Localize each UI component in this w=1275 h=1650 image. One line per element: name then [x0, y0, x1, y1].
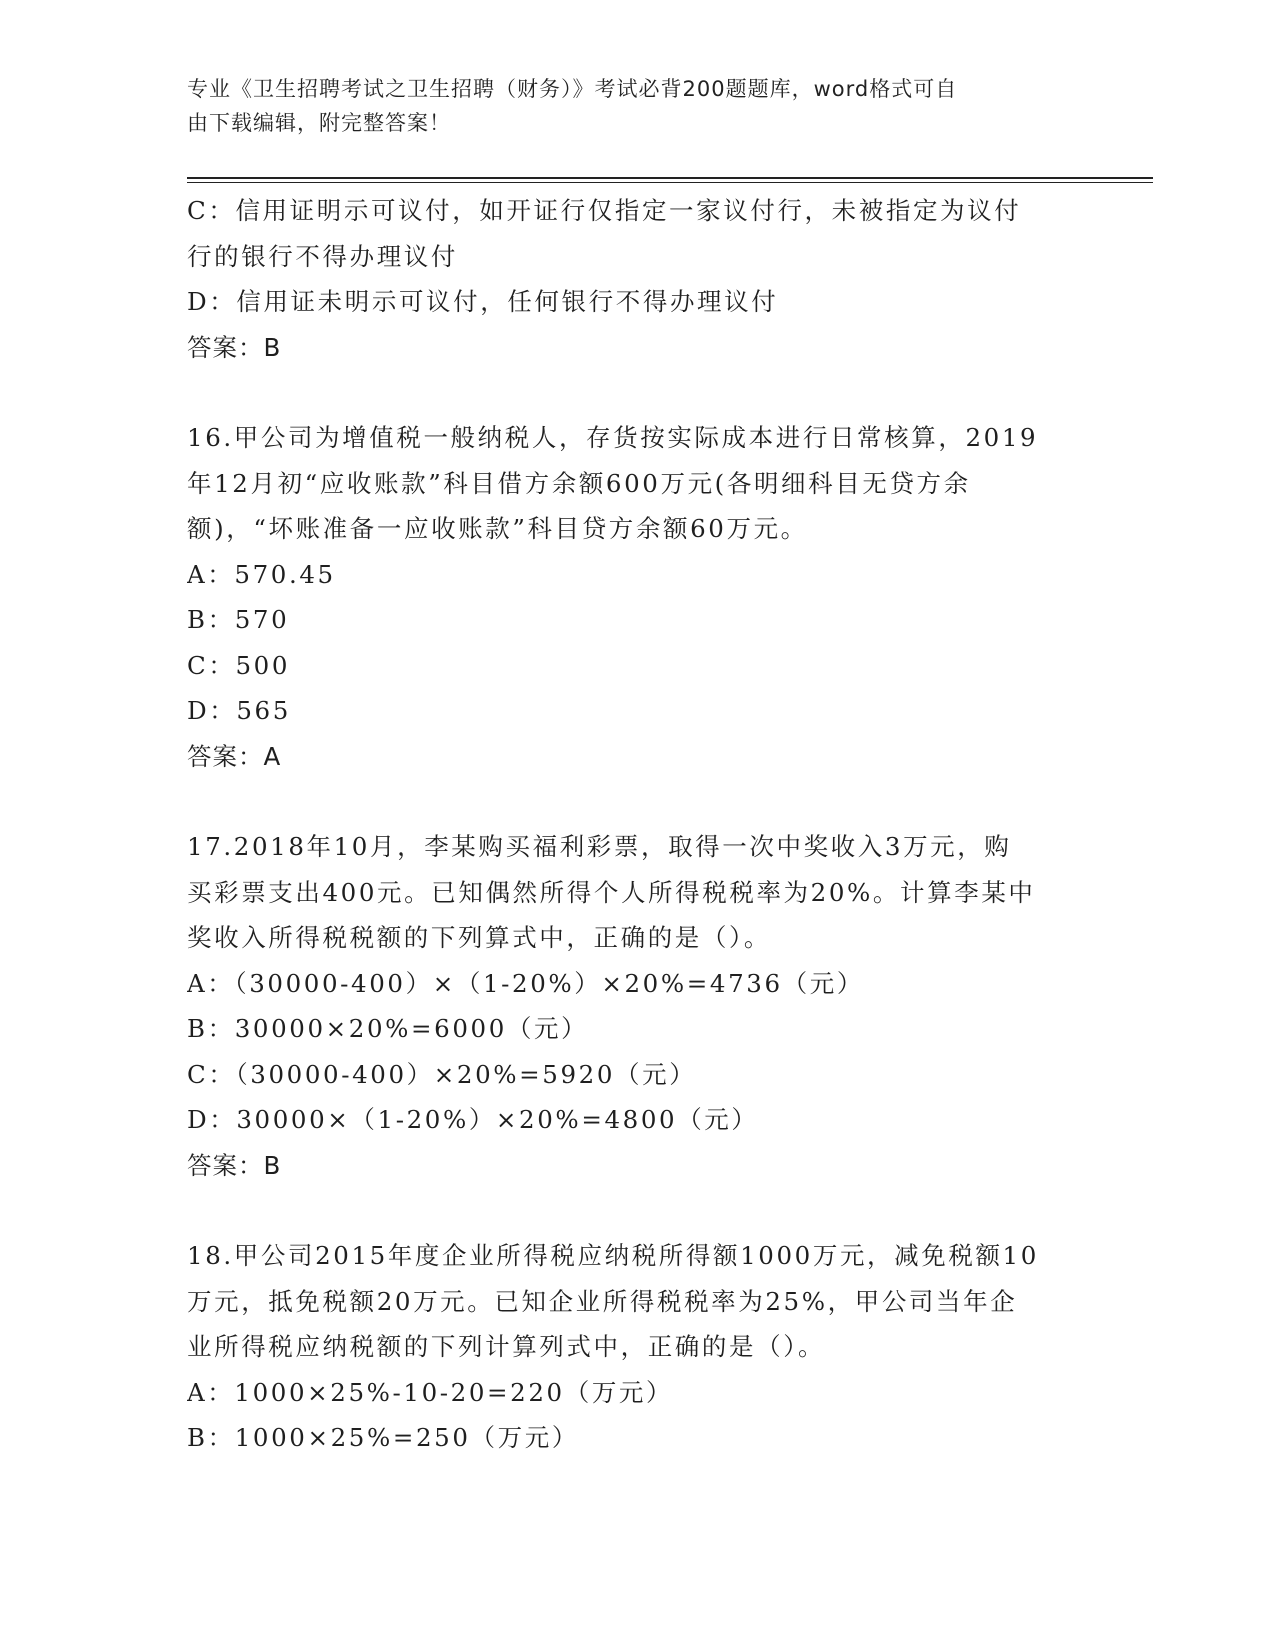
- question-block-15: [187, 188, 1087, 370]
- option-d: D：信用证未明示可议付，任何银行不得办理议付: [187, 287, 779, 316]
- option-c: C：信用证明示可议付，如开证行仅指定一家议付行，未被指定为议付: [187, 196, 1022, 225]
- option-c-continued: 行的银行不得办理议付: [187, 241, 458, 271]
- spacer: [187, 779, 1087, 824]
- option-b: B：30000×20%=6000（元）: [187, 1014, 589, 1043]
- answer-line: 答案：B: [187, 332, 282, 362]
- header-line: 专业《卫生招聘考试之卫生招聘（财务）》考试必背200题题库，word格式可自: [187, 77, 958, 101]
- question-stem: 奖收入所得税税额的下列算式中，正确的是（）。: [187, 923, 771, 952]
- option-d: D：565: [187, 696, 291, 725]
- question-stem: 万元，抵免税额20万元。已知企业所得税税率为25%，甲公司当年企: [187, 1286, 1018, 1316]
- question-stem: 17.2018年10月，李某购买福利彩票，取得一次中奖收入3万元，购: [187, 832, 1012, 861]
- question-stem: 年12月初“应收账款”科目借方余额600万元(各明细科目无贷方余: [187, 468, 971, 498]
- option-a: A：（30000-400）×（1-20%）×20%=4736（元）: [187, 968, 864, 998]
- document-body: [187, 188, 1087, 1461]
- question-stem: 业所得税应纳税额的下列计算列式中，正确的是（）。: [187, 1332, 826, 1361]
- header-divider: [187, 177, 1153, 183]
- option-b: B：1000×25%=250（万元）: [187, 1423, 579, 1452]
- spacer: [187, 1188, 1087, 1233]
- document-header: [187, 72, 1087, 140]
- question-stem: 买彩票支出400元。已知偶然所得个人所得税税率为20%。计算李某中: [187, 877, 1036, 907]
- option-a: A：570.45: [187, 559, 336, 589]
- question-stem: 16.甲公司为增值税一般纳税人，存货按实际成本进行日常核算，2019: [187, 423, 1039, 452]
- answer-line: 答案：B: [187, 1150, 282, 1180]
- question-stem: 额)，“坏账准备一应收账款”科目贷方余额60万元。: [187, 514, 808, 543]
- question-stem: 18.甲公司2015年度企业所得税应纳税所得额1000万元，减免税额10: [187, 1241, 1039, 1270]
- option-a: A：1000×25%-10-20=220（万元）: [187, 1377, 674, 1407]
- option-d: D：30000×（1-20%）×20%=4800（元）: [187, 1105, 759, 1134]
- question-block-17: [187, 824, 1087, 1188]
- option-c: C：500: [187, 650, 291, 680]
- option-c: C：（30000-400）×20%=5920（元）: [187, 1059, 697, 1089]
- question-block-16: [187, 415, 1087, 779]
- question-block-18: [187, 1233, 1087, 1461]
- answer-line: 答案：A: [187, 741, 282, 771]
- option-b: B：570: [187, 605, 290, 634]
- spacer: [187, 370, 1087, 415]
- header-line: 由下载编辑，附完整答案！: [187, 111, 451, 135]
